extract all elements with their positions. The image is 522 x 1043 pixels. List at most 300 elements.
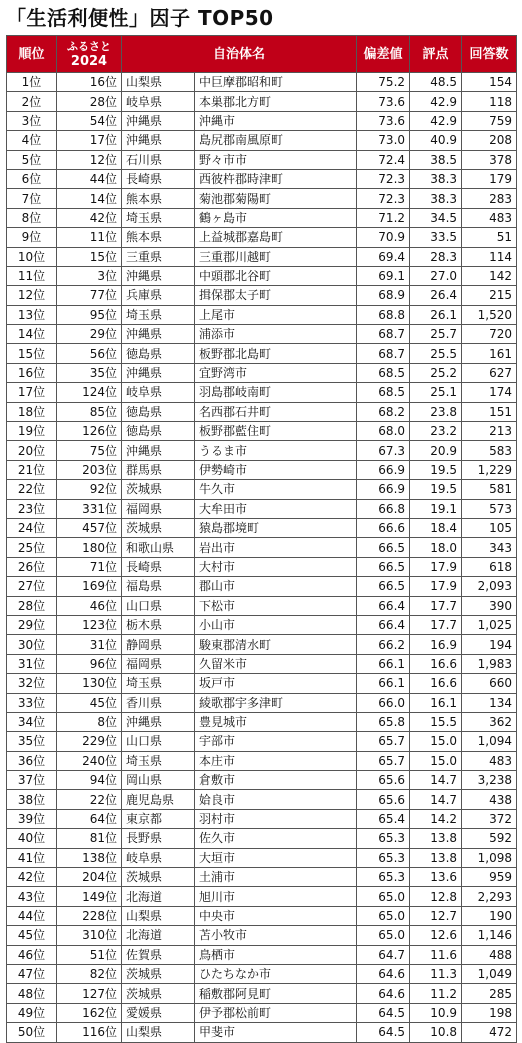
cell-score: 17.9 (410, 557, 462, 576)
table-row (7, 92, 517, 111)
header-responses: 回答数 (462, 36, 517, 73)
cell-responses: 1,094 (462, 732, 517, 751)
cell-furusato-rank: 180位 (57, 538, 122, 557)
cell-responses: 198 (462, 1003, 517, 1022)
table-row (7, 654, 517, 673)
cell-deviation: 73.6 (357, 111, 410, 130)
cell-deviation: 66.1 (357, 654, 410, 673)
cell-furusato-rank: 42位 (57, 208, 122, 227)
table-row (7, 441, 517, 460)
cell-deviation: 64.5 (357, 1003, 410, 1022)
table-row (7, 848, 517, 867)
cell-municipality: 旭川市 (195, 887, 357, 906)
cell-deviation: 66.5 (357, 557, 410, 576)
cell-deviation: 72.4 (357, 150, 410, 169)
cell-deviation: 65.0 (357, 926, 410, 945)
cell-municipality: 大垣市 (195, 848, 357, 867)
cell-rank: 6位 (7, 169, 57, 188)
cell-deviation: 66.8 (357, 499, 410, 518)
cell-score: 15.0 (410, 751, 462, 770)
cell-furusato-rank: 15位 (57, 247, 122, 266)
cell-municipality: 鳥栖市 (195, 945, 357, 964)
cell-municipality: 上尾市 (195, 305, 357, 324)
cell-furusato-rank: 11位 (57, 228, 122, 247)
cell-municipality: 浦添市 (195, 325, 357, 344)
cell-prefecture: 茨城県 (122, 964, 195, 983)
cell-municipality: 中央市 (195, 906, 357, 925)
table-row (7, 596, 517, 615)
table-row (7, 480, 517, 499)
cell-furusato-rank: 123位 (57, 615, 122, 634)
cell-prefecture: 沖縄県 (122, 131, 195, 150)
cell-deviation: 65.0 (357, 887, 410, 906)
cell-furusato-rank: 44位 (57, 169, 122, 188)
table-row (7, 286, 517, 305)
cell-prefecture: 鹿児島県 (122, 790, 195, 809)
cell-score: 42.9 (410, 92, 462, 111)
cell-score: 26.4 (410, 286, 462, 305)
cell-score: 42.9 (410, 111, 462, 130)
cell-prefecture: 長崎県 (122, 169, 195, 188)
table-row (7, 422, 517, 441)
cell-municipality: 沖縄市 (195, 111, 357, 130)
cell-responses: 105 (462, 518, 517, 537)
cell-rank: 42位 (7, 868, 57, 887)
cell-deviation: 68.0 (357, 422, 410, 441)
cell-municipality: 姶良市 (195, 790, 357, 809)
cell-prefecture: 石川県 (122, 150, 195, 169)
table-row (7, 732, 517, 751)
cell-prefecture: 山口県 (122, 596, 195, 615)
cell-responses: 720 (462, 325, 517, 344)
cell-municipality: 甲斐市 (195, 1023, 357, 1042)
cell-responses: 285 (462, 984, 517, 1003)
cell-furusato-rank: 130位 (57, 674, 122, 693)
cell-score: 34.5 (410, 208, 462, 227)
cell-deviation: 64.6 (357, 984, 410, 1003)
cell-rank: 19位 (7, 422, 57, 441)
cell-deviation: 73.6 (357, 92, 410, 111)
cell-rank: 11位 (7, 266, 57, 285)
cell-municipality: 豊見城市 (195, 712, 357, 731)
cell-prefecture: 兵庫県 (122, 286, 195, 305)
cell-furusato-rank: 56位 (57, 344, 122, 363)
header-score: 評点 (410, 36, 462, 73)
cell-rank: 48位 (7, 984, 57, 1003)
cell-municipality: 中頭郡北谷町 (195, 266, 357, 285)
cell-rank: 34位 (7, 712, 57, 731)
cell-score: 40.9 (410, 131, 462, 150)
cell-furusato-rank: 92位 (57, 480, 122, 499)
cell-responses: 3,238 (462, 771, 517, 790)
cell-responses: 581 (462, 480, 517, 499)
table-row (7, 674, 517, 693)
cell-rank: 1位 (7, 73, 57, 92)
cell-prefecture: 北海道 (122, 887, 195, 906)
cell-score: 17.7 (410, 596, 462, 615)
table-row (7, 363, 517, 382)
cell-deviation: 66.4 (357, 615, 410, 634)
cell-score: 10.8 (410, 1023, 462, 1042)
cell-responses: 215 (462, 286, 517, 305)
cell-furusato-rank: 71位 (57, 557, 122, 576)
cell-municipality: 宇部市 (195, 732, 357, 751)
cell-prefecture: 茨城県 (122, 984, 195, 1003)
cell-prefecture: 静岡県 (122, 635, 195, 654)
cell-deviation: 66.5 (357, 538, 410, 557)
table-body (7, 73, 517, 1043)
cell-furusato-rank: 228位 (57, 906, 122, 925)
cell-rank: 29位 (7, 615, 57, 634)
cell-municipality: ひたちなか市 (195, 964, 357, 983)
cell-score: 16.1 (410, 693, 462, 712)
cell-prefecture: 埼玉県 (122, 674, 195, 693)
table-row (7, 926, 517, 945)
cell-responses: 1,146 (462, 926, 517, 945)
table-row (7, 615, 517, 634)
cell-score: 48.5 (410, 73, 462, 92)
cell-responses: 343 (462, 538, 517, 557)
table-row (7, 984, 517, 1003)
cell-prefecture: 長崎県 (122, 557, 195, 576)
cell-municipality: 羽村市 (195, 809, 357, 828)
cell-responses: 283 (462, 189, 517, 208)
cell-furusato-rank: 8位 (57, 712, 122, 731)
cell-responses: 378 (462, 150, 517, 169)
table-row (7, 266, 517, 285)
cell-rank: 50位 (7, 1023, 57, 1042)
cell-furusato-rank: 28位 (57, 92, 122, 111)
cell-furusato-rank: 16位 (57, 73, 122, 92)
cell-municipality: 揖保郡太子町 (195, 286, 357, 305)
cell-municipality: 羽島郡岐南町 (195, 383, 357, 402)
cell-rank: 16位 (7, 363, 57, 382)
table-row (7, 189, 517, 208)
table-row (7, 1023, 517, 1042)
cell-prefecture: 茨城県 (122, 868, 195, 887)
cell-furusato-rank: 331位 (57, 499, 122, 518)
cell-prefecture: 和歌山県 (122, 538, 195, 557)
cell-prefecture: 山梨県 (122, 1023, 195, 1042)
cell-rank: 22位 (7, 480, 57, 499)
cell-deviation: 68.5 (357, 383, 410, 402)
table-row (7, 693, 517, 712)
cell-prefecture: 沖縄県 (122, 266, 195, 285)
cell-municipality: 本庄市 (195, 751, 357, 770)
cell-rank: 33位 (7, 693, 57, 712)
cell-prefecture: 沖縄県 (122, 712, 195, 731)
cell-score: 20.9 (410, 441, 462, 460)
cell-municipality: 伊勢崎市 (195, 460, 357, 479)
cell-score: 16.9 (410, 635, 462, 654)
cell-prefecture: 沖縄県 (122, 111, 195, 130)
cell-furusato-rank: 138位 (57, 848, 122, 867)
table-row (7, 712, 517, 731)
cell-responses: 660 (462, 674, 517, 693)
cell-prefecture: 長野県 (122, 829, 195, 848)
header-deviation: 偏差値 (357, 36, 410, 73)
table-row (7, 809, 517, 828)
table-row (7, 247, 517, 266)
table-row (7, 131, 517, 150)
cell-score: 10.9 (410, 1003, 462, 1022)
cell-deviation: 68.7 (357, 344, 410, 363)
cell-prefecture: 岐阜県 (122, 92, 195, 111)
cell-deviation: 65.3 (357, 848, 410, 867)
cell-furusato-rank: 81位 (57, 829, 122, 848)
cell-municipality: 島尻郡南風原町 (195, 131, 357, 150)
cell-rank: 30位 (7, 635, 57, 654)
cell-score: 12.6 (410, 926, 462, 945)
cell-prefecture: 沖縄県 (122, 363, 195, 382)
cell-score: 11.2 (410, 984, 462, 1003)
cell-rank: 40位 (7, 829, 57, 848)
cell-furusato-rank: 169位 (57, 577, 122, 596)
cell-furusato-rank: 116位 (57, 1023, 122, 1042)
cell-rank: 3位 (7, 111, 57, 130)
cell-responses: 759 (462, 111, 517, 130)
cell-responses: 190 (462, 906, 517, 925)
cell-rank: 38位 (7, 790, 57, 809)
cell-score: 17.7 (410, 615, 462, 634)
cell-prefecture: 愛媛県 (122, 1003, 195, 1022)
cell-furusato-rank: 77位 (57, 286, 122, 305)
table-row (7, 518, 517, 537)
cell-deviation: 65.8 (357, 712, 410, 731)
cell-rank: 26位 (7, 557, 57, 576)
cell-deviation: 65.6 (357, 771, 410, 790)
cell-municipality: うるま市 (195, 441, 357, 460)
cell-deviation: 65.3 (357, 829, 410, 848)
cell-rank: 20位 (7, 441, 57, 460)
cell-responses: 1,520 (462, 305, 517, 324)
cell-prefecture: 茨城県 (122, 518, 195, 537)
cell-score: 33.5 (410, 228, 462, 247)
cell-prefecture: 徳島県 (122, 344, 195, 363)
header-furusato (57, 36, 122, 73)
cell-deviation: 66.4 (357, 596, 410, 615)
cell-rank: 32位 (7, 674, 57, 693)
cell-responses: 1,098 (462, 848, 517, 867)
cell-furusato-rank: 162位 (57, 1003, 122, 1022)
header-municipality: 自治体名 (122, 36, 357, 73)
cell-municipality: 郡山市 (195, 577, 357, 596)
cell-responses: 118 (462, 92, 517, 111)
table-row (7, 790, 517, 809)
cell-responses: 438 (462, 790, 517, 809)
cell-deviation: 70.9 (357, 228, 410, 247)
cell-furusato-rank: 310位 (57, 926, 122, 945)
cell-prefecture: 埼玉県 (122, 305, 195, 324)
cell-prefecture: 埼玉県 (122, 751, 195, 770)
cell-deviation: 65.6 (357, 790, 410, 809)
cell-deviation: 68.9 (357, 286, 410, 305)
cell-municipality: 宜野湾市 (195, 363, 357, 382)
cell-prefecture: 徳島県 (122, 402, 195, 421)
table-row (7, 771, 517, 790)
cell-furusato-rank: 35位 (57, 363, 122, 382)
table-row (7, 383, 517, 402)
cell-responses: 2,293 (462, 887, 517, 906)
cell-responses: 142 (462, 266, 517, 285)
cell-deviation: 66.5 (357, 577, 410, 596)
cell-deviation: 64.7 (357, 945, 410, 964)
table-row (7, 169, 517, 188)
cell-deviation: 69.4 (357, 247, 410, 266)
cell-municipality: 三重郡川越町 (195, 247, 357, 266)
cell-deviation: 68.8 (357, 305, 410, 324)
cell-score: 19.5 (410, 460, 462, 479)
cell-responses: 592 (462, 829, 517, 848)
table-row (7, 635, 517, 654)
cell-score: 12.8 (410, 887, 462, 906)
table-row (7, 325, 517, 344)
cell-rank: 8位 (7, 208, 57, 227)
cell-furusato-rank: 45位 (57, 693, 122, 712)
cell-score: 14.7 (410, 771, 462, 790)
header-row (7, 36, 517, 73)
cell-deviation: 67.3 (357, 441, 410, 460)
cell-score: 13.8 (410, 829, 462, 848)
cell-rank: 25位 (7, 538, 57, 557)
cell-rank: 47位 (7, 964, 57, 983)
cell-rank: 18位 (7, 402, 57, 421)
cell-furusato-rank: 203位 (57, 460, 122, 479)
cell-deviation: 64.6 (357, 964, 410, 983)
cell-responses: 483 (462, 751, 517, 770)
cell-municipality: 本巣郡北方町 (195, 92, 357, 111)
cell-rank: 15位 (7, 344, 57, 363)
cell-deviation: 66.1 (357, 674, 410, 693)
cell-furusato-rank: 22位 (57, 790, 122, 809)
cell-prefecture: 三重県 (122, 247, 195, 266)
cell-furusato-rank: 29位 (57, 325, 122, 344)
cell-responses: 472 (462, 1023, 517, 1042)
cell-responses: 390 (462, 596, 517, 615)
cell-prefecture: 熊本県 (122, 228, 195, 247)
cell-responses: 51 (462, 228, 517, 247)
cell-prefecture: 岐阜県 (122, 383, 195, 402)
cell-responses: 627 (462, 363, 517, 382)
cell-prefecture: 岐阜県 (122, 848, 195, 867)
cell-municipality: 苫小牧市 (195, 926, 357, 945)
table-row (7, 150, 517, 169)
cell-municipality: 岩出市 (195, 538, 357, 557)
cell-municipality: 板野郡北島町 (195, 344, 357, 363)
cell-responses: 174 (462, 383, 517, 402)
cell-municipality: 鶴ヶ島市 (195, 208, 357, 227)
cell-rank: 35位 (7, 732, 57, 751)
cell-municipality: 大村市 (195, 557, 357, 576)
cell-rank: 41位 (7, 848, 57, 867)
cell-responses: 134 (462, 693, 517, 712)
cell-deviation: 72.3 (357, 189, 410, 208)
cell-prefecture: 福岡県 (122, 654, 195, 673)
cell-responses: 151 (462, 402, 517, 421)
table-row (7, 1003, 517, 1022)
cell-rank: 49位 (7, 1003, 57, 1022)
cell-score: 38.3 (410, 189, 462, 208)
table-row (7, 111, 517, 130)
cell-prefecture: 佐賀県 (122, 945, 195, 964)
cell-municipality: 中巨摩郡昭和町 (195, 73, 357, 92)
cell-responses: 583 (462, 441, 517, 460)
cell-furusato-rank: 51位 (57, 945, 122, 964)
cell-responses: 208 (462, 131, 517, 150)
cell-municipality: 倉敷市 (195, 771, 357, 790)
cell-rank: 24位 (7, 518, 57, 537)
cell-furusato-rank: 64位 (57, 809, 122, 828)
cell-rank: 9位 (7, 228, 57, 247)
cell-score: 25.1 (410, 383, 462, 402)
cell-municipality: 小山市 (195, 615, 357, 634)
cell-furusato-rank: 124位 (57, 383, 122, 402)
cell-municipality: 牛久市 (195, 480, 357, 499)
cell-deviation: 65.0 (357, 906, 410, 925)
cell-furusato-rank: 82位 (57, 964, 122, 983)
cell-responses: 213 (462, 422, 517, 441)
cell-deviation: 68.7 (357, 325, 410, 344)
cell-rank: 17位 (7, 383, 57, 402)
cell-rank: 13位 (7, 305, 57, 324)
cell-furusato-rank: 204位 (57, 868, 122, 887)
cell-deviation: 68.5 (357, 363, 410, 382)
cell-furusato-rank: 31位 (57, 635, 122, 654)
cell-rank: 43位 (7, 887, 57, 906)
table-row (7, 964, 517, 983)
cell-municipality: 菊池郡菊陽町 (195, 189, 357, 208)
cell-deviation: 65.3 (357, 868, 410, 887)
cell-rank: 23位 (7, 499, 57, 518)
cell-deviation: 66.9 (357, 480, 410, 499)
cell-furusato-rank: 457位 (57, 518, 122, 537)
cell-prefecture: 福島県 (122, 577, 195, 596)
cell-rank: 21位 (7, 460, 57, 479)
cell-prefecture: 岡山県 (122, 771, 195, 790)
cell-furusato-rank: 96位 (57, 654, 122, 673)
cell-deviation: 73.0 (357, 131, 410, 150)
cell-rank: 37位 (7, 771, 57, 790)
table-row (7, 538, 517, 557)
cell-municipality: 野々市市 (195, 150, 357, 169)
cell-rank: 12位 (7, 286, 57, 305)
cell-rank: 7位 (7, 189, 57, 208)
cell-deviation: 64.5 (357, 1023, 410, 1042)
table-row (7, 208, 517, 227)
cell-score: 14.7 (410, 790, 462, 809)
cell-furusato-rank: 94位 (57, 771, 122, 790)
cell-furusato-rank: 3位 (57, 266, 122, 285)
cell-furusato-rank: 75位 (57, 441, 122, 460)
table-row (7, 402, 517, 421)
table-row (7, 887, 517, 906)
cell-rank: 39位 (7, 809, 57, 828)
cell-responses: 372 (462, 809, 517, 828)
cell-responses: 483 (462, 208, 517, 227)
cell-furusato-rank: 240位 (57, 751, 122, 770)
cell-score: 13.8 (410, 848, 462, 867)
cell-score: 18.4 (410, 518, 462, 537)
cell-responses: 362 (462, 712, 517, 731)
cell-rank: 31位 (7, 654, 57, 673)
cell-municipality: 綾歌郡宇多津町 (195, 693, 357, 712)
cell-score: 38.5 (410, 150, 462, 169)
table-row (7, 460, 517, 479)
cell-responses: 1,229 (462, 460, 517, 479)
cell-responses: 179 (462, 169, 517, 188)
cell-deviation: 65.4 (357, 809, 410, 828)
cell-responses: 154 (462, 73, 517, 92)
